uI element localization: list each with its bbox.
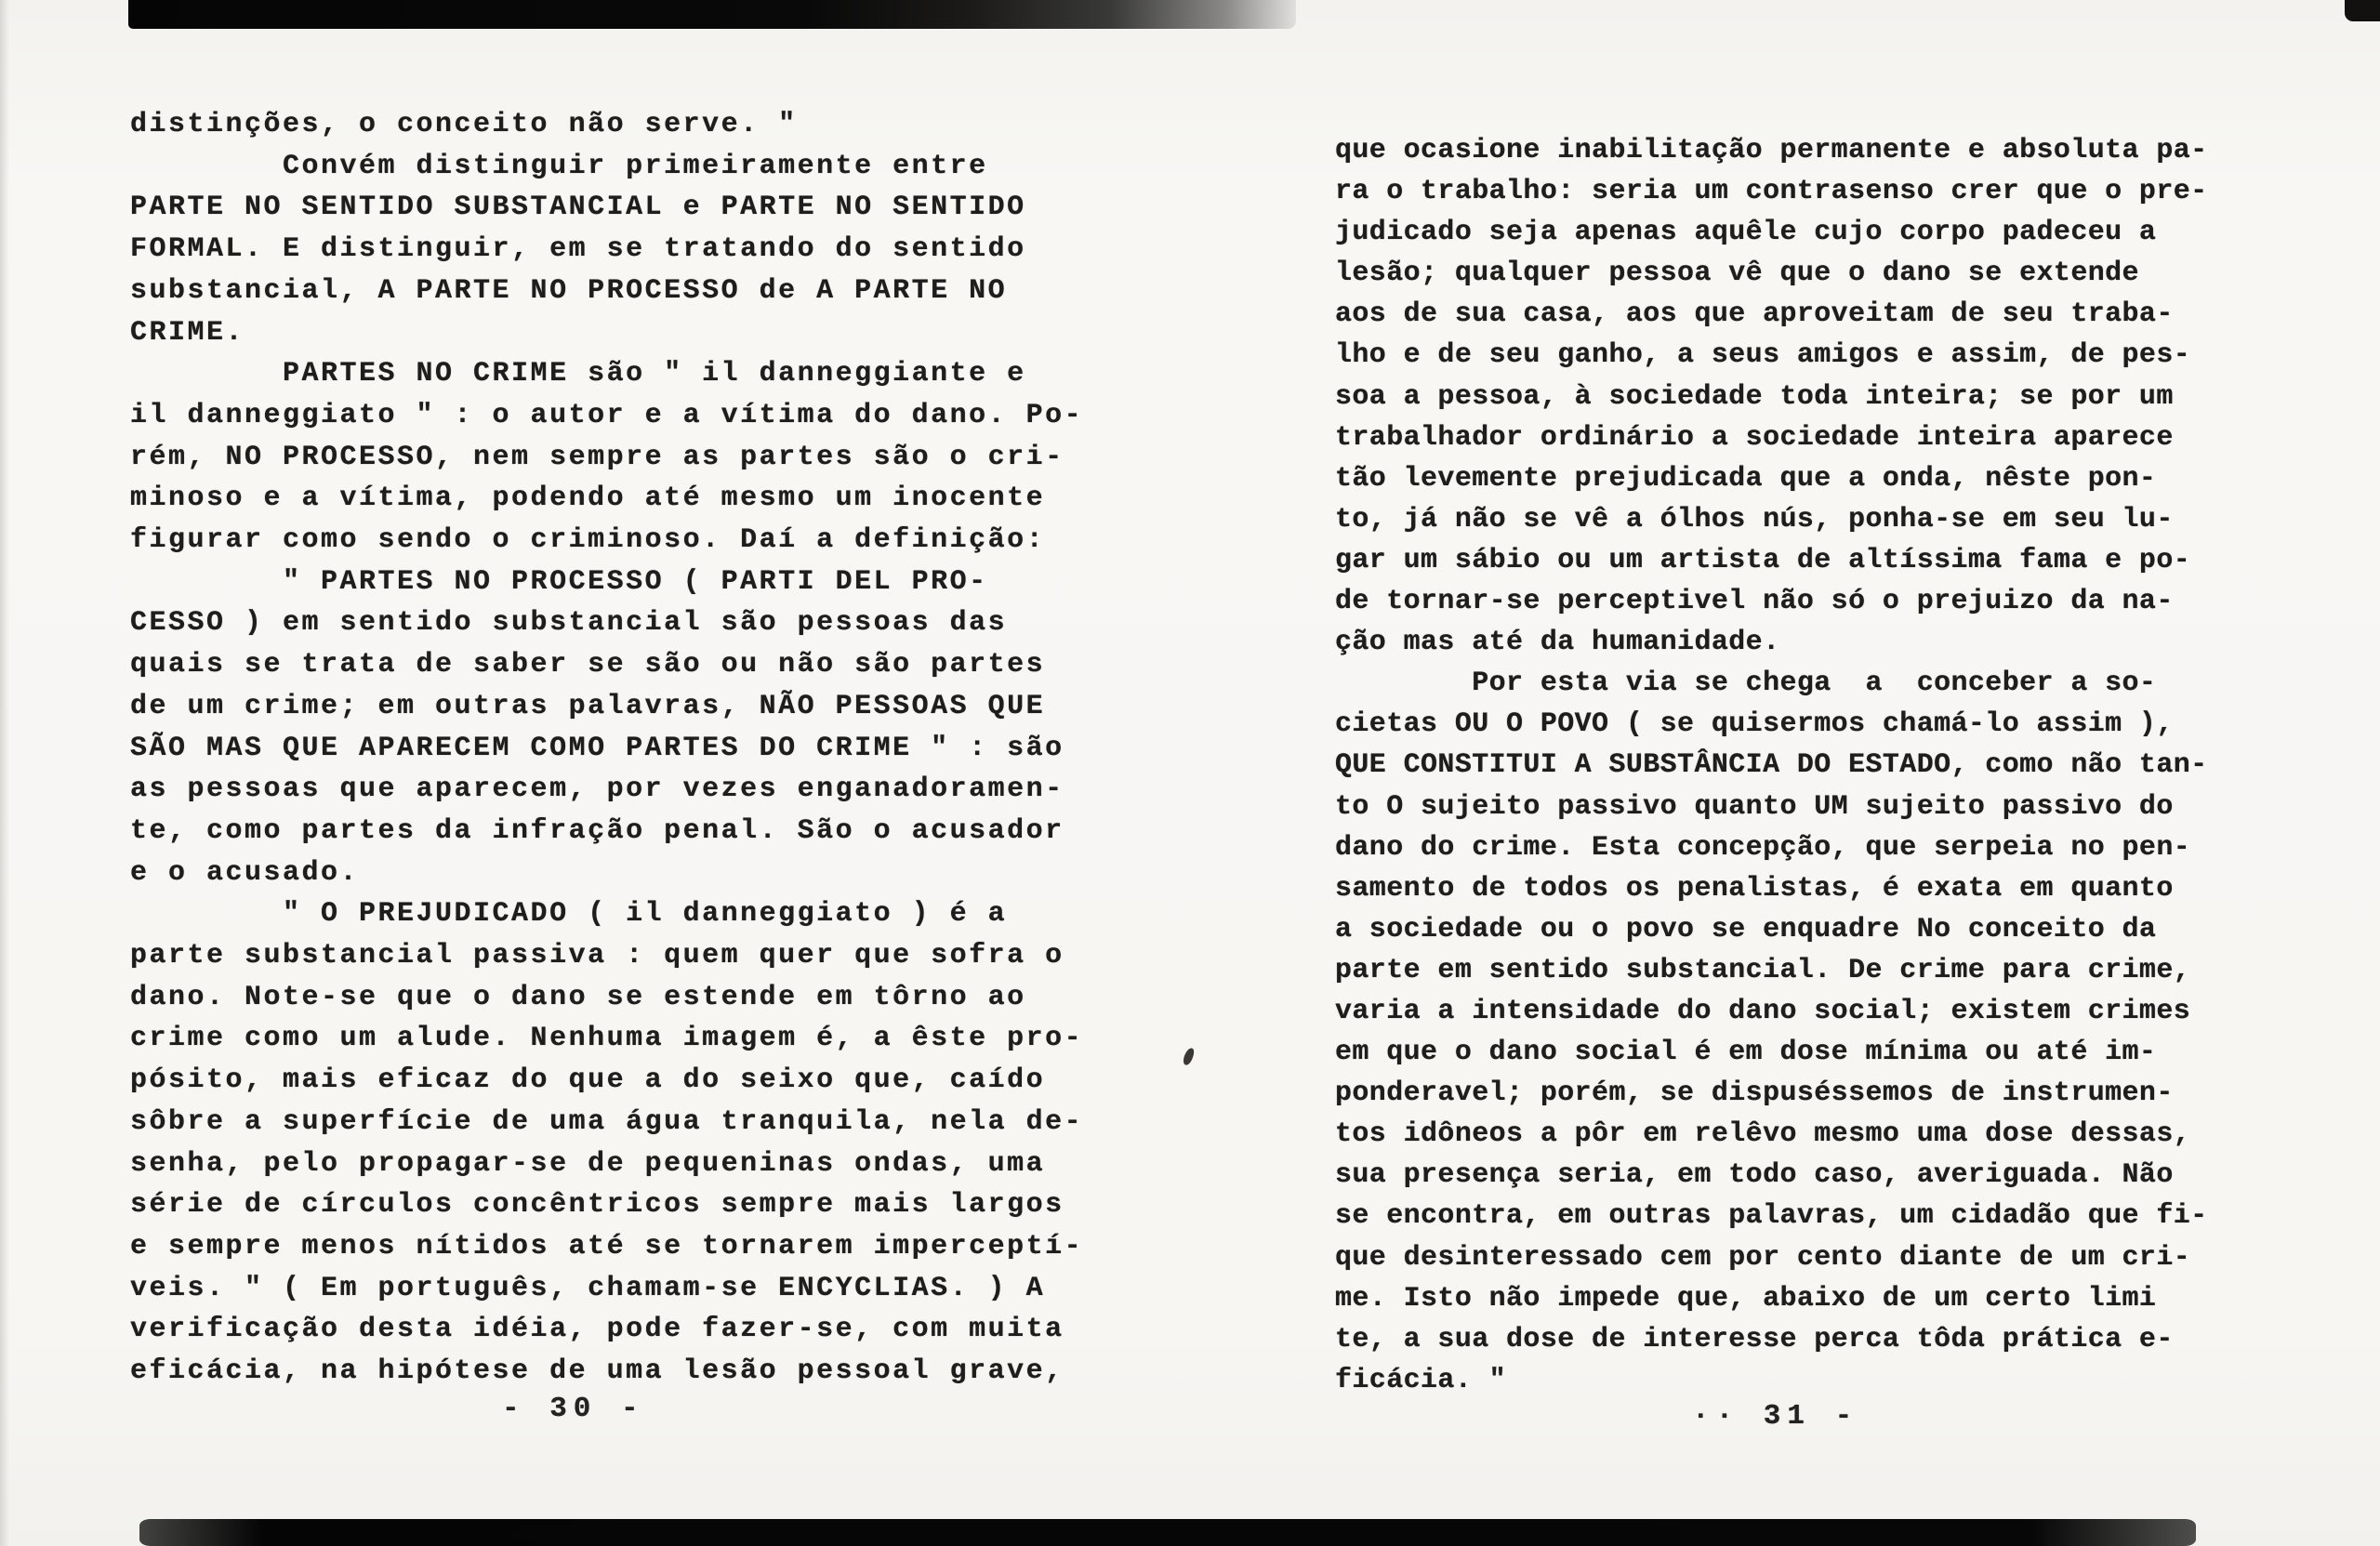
text-line: judicado seja apenas aquêle cujo corpo padeceu a bbox=[1335, 217, 2157, 249]
text-line: trabalhador ordinário a sociedade inteira aparece bbox=[1335, 421, 2174, 454]
text-line: CRIME. bbox=[130, 316, 245, 349]
text-line: parte em sentido substancial. De crime para crime, bbox=[1335, 954, 2191, 986]
text-line: em que o dano social é em dose mínima ou até im- bbox=[1335, 1037, 2157, 1069]
text-line: soa a pessoa, à sociedade toda inteira; se por um bbox=[1335, 380, 2174, 413]
text-line: Por esta via se chega a conceber a so- bbox=[1335, 667, 2157, 700]
text-line: " O PREJUDICADO ( il danneggiato ) é a bbox=[130, 898, 1008, 931]
text-line: de um crime; em outras palavras, NÃO PESSOAS QUE bbox=[130, 690, 1046, 722]
text-line: parte substancial passiva : quem quer que sofra o bbox=[130, 940, 1064, 972]
text-line: Convém distinguir primeiramente entre bbox=[130, 150, 988, 182]
text-line: samento de todos os penalistas, é exata em quanto bbox=[1335, 872, 2174, 905]
text-line: veis. " ( Em português, chamam-se ENCYCLIAS. ) A bbox=[130, 1272, 1046, 1304]
text-line: as pessoas que aparecem, por vezes enganadoramen- bbox=[130, 773, 1064, 806]
text-line: e o acusado. bbox=[130, 856, 360, 889]
page-30-number: - 30 - bbox=[502, 1393, 645, 1425]
text-line: distinções, o conceito não serve. " bbox=[130, 109, 798, 140]
page-31-text bbox=[1335, 130, 2208, 1401]
text-line: FORMAL. E distinguir, em se tratando do sentido bbox=[130, 233, 1026, 266]
text-line: me. Isto não impede que, abaixo de um certo limi bbox=[1335, 1282, 2157, 1315]
text-line: sua presença seria, em todo caso, averiguada. Não bbox=[1335, 1159, 2174, 1192]
text-line: dano do crime. Esta concepção, que serpeia no pen- bbox=[1335, 831, 2191, 864]
text-line: ra o trabalho: seria um contrasenso crer que o pre- bbox=[1335, 176, 2208, 208]
text-line: de tornar-se perceptivel não só o prejuizo da na- bbox=[1335, 586, 2174, 618]
text-line: ficácia. " bbox=[1335, 1364, 1507, 1396]
text-line: QUE CONSTITUI A SUBSTÂNCIA DO ESTADO, como não tan- bbox=[1335, 749, 2208, 782]
text-line: ponderavel; porém, se dispuséssemos de instrumen- bbox=[1335, 1077, 2174, 1110]
text-line: tão levemente prejudicada que a onda, nêste pon- bbox=[1335, 462, 2157, 495]
text-line: figurar como sendo o criminoso. Daí a definição: bbox=[130, 524, 1046, 557]
text-line: pósito, mais eficaz do que a do seixo que, caído bbox=[130, 1064, 1046, 1097]
scan-artifact-gutter-mark bbox=[1182, 1047, 1195, 1066]
text-line: a sociedade ou o povo se enquadre No conceito da bbox=[1335, 913, 2157, 945]
text-line: quais se trata de saber se são ou não são partes bbox=[130, 649, 1046, 681]
text-line: cietas OU O POVO ( se quisermos chamá-lo assim ), bbox=[1335, 708, 2174, 741]
text-line: CESSO ) em sentido substancial são pessoas das bbox=[130, 607, 1008, 640]
text-line: te, a sua dose de interesse perca tôda prática e- bbox=[1335, 1323, 2174, 1355]
text-line: crime como um alude. Nenhuma imagem é, a êste pro- bbox=[130, 1023, 1084, 1055]
text-line: aos de sua casa, aos que aproveitam de seu traba- bbox=[1335, 298, 2174, 331]
text-line: te, como partes da infração penal. São o acusador bbox=[130, 814, 1064, 847]
text-line: sôbre a superfície de uma água tranquila, nela de- bbox=[130, 1105, 1084, 1138]
page-30-text bbox=[130, 104, 1083, 1393]
scan-artifact-left-edge-shadow bbox=[0, 0, 9, 1546]
text-line: " PARTES NO PROCESSO ( PARTI DEL PRO- bbox=[130, 565, 988, 598]
text-line: ção mas até da humanidade. bbox=[1335, 627, 1780, 659]
text-line: série de círculos concêntricos sempre mais largos bbox=[130, 1189, 1064, 1222]
text-line: gar um sábio ou um artista de altíssima fama e po- bbox=[1335, 544, 2191, 576]
text-line: SÃO MAS QUE APARECEM COMO PARTES DO CRIME " : são bbox=[130, 732, 1064, 764]
text-line: to, já não se vê a ólhos nús, ponha-se em seu lu- bbox=[1335, 503, 2174, 535]
scan-artifact-top-bar bbox=[128, 0, 1296, 29]
text-line: lesão; qualquer pessoa vê que o dano se extende bbox=[1335, 258, 2139, 290]
text-line: substancial, A PARTE NO PROCESSO de A PARTE NO bbox=[130, 274, 1008, 307]
text-line: minoso e a vítima, podendo até mesmo um inocente bbox=[130, 482, 1046, 515]
text-line: que desinteressado cem por cento diante de um cri- bbox=[1335, 1241, 2191, 1274]
text-line: se encontra, em outras palavras, um cidadão que fi- bbox=[1335, 1200, 2208, 1233]
text-line: lho e de seu ganho, a seus amigos e assim, de pes- bbox=[1335, 339, 2191, 372]
text-line: dano. Note-se que o dano se estende em tôrno ao bbox=[130, 981, 1026, 1013]
text-line: eficácia, na hipótese de uma lesão pessoal grave, bbox=[130, 1355, 1064, 1388]
text-line: rém, NO PROCESSO, nem sempre as partes são o cri- bbox=[130, 441, 1064, 473]
text-line: e sempre menos nítidos até se tornarem imperceptí- bbox=[130, 1230, 1084, 1262]
scan-artifact-bottom-bar bbox=[139, 1519, 2196, 1546]
text-line: varia a intensidade do dano social; existem crimes bbox=[1335, 995, 2191, 1027]
text-line: tos idôneos a pôr em relêvo mesmo uma dose dessas, bbox=[1335, 1118, 2191, 1151]
text-line: senha, pelo propagar-se de pequeninas ondas, uma bbox=[130, 1147, 1046, 1180]
text-line: il danneggiato " : o autor e a vítima do dano. Po- bbox=[130, 399, 1084, 431]
text-line: to O sujeito passivo quanto UM sujeito passivo do bbox=[1335, 790, 2174, 823]
text-line: PARTE NO SENTIDO SUBSTANCIAL e PARTE NO SENTIDO bbox=[130, 192, 1026, 224]
text-line: que ocasione inabilitação permanente e absoluta pa- bbox=[1335, 135, 2208, 166]
page-31-number: ·· 31 - bbox=[1692, 1400, 1859, 1433]
text-line: verificação desta idéia, pode fazer-se, com muita bbox=[130, 1314, 1064, 1346]
scan-artifact-top-right-mark bbox=[2345, 0, 2380, 21]
text-line: PARTES NO CRIME são " il danneggiante e bbox=[130, 358, 1026, 390]
